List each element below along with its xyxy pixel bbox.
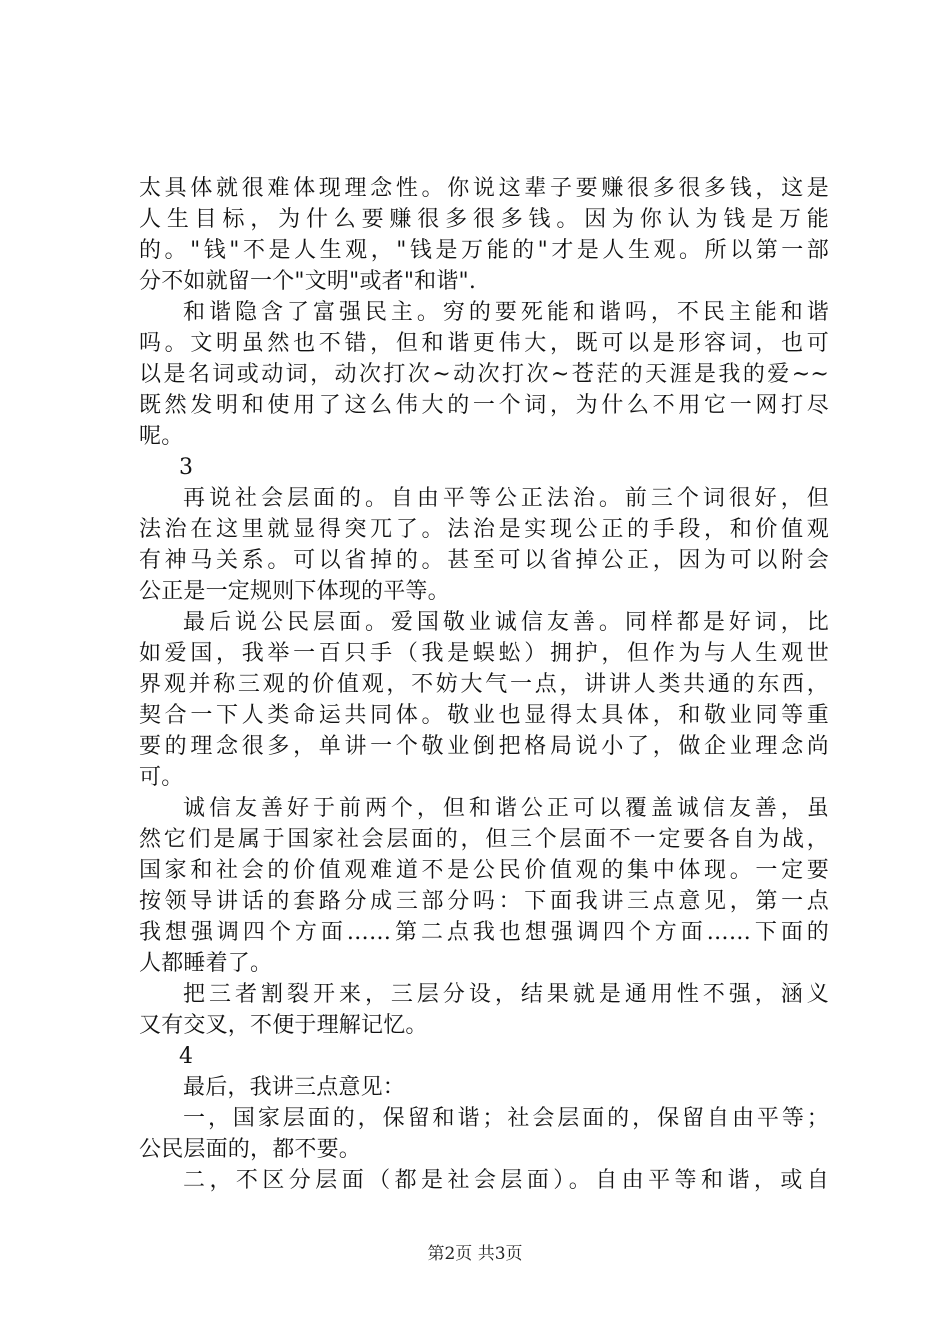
text-line: 如爱国，我举一百只手（我是蜈蚣）拥护，但作为与人生观世 <box>139 641 829 666</box>
text-line: 的。"钱"不是人生观，"钱是万能的"才是人生观。所以第一部 <box>139 238 829 263</box>
text-line: 公民层面的，都不要。 <box>139 1137 362 1162</box>
text-line: 吗。文明虽然也不错，但和谐更伟大，既可以是形容词，也可 <box>139 331 829 356</box>
page-footer: 第2页 共3页 <box>427 1244 523 1264</box>
text-line: 我想强调四个方面……第二点我也想强调四个方面……下面的 <box>139 920 829 945</box>
text-line: 人生目标，为什么要赚很多很多钱。因为你认为钱是万能 <box>139 207 829 232</box>
text-line: 既然发明和使用了这么伟大的一个词，为什么不用它一网打尽 <box>139 393 829 418</box>
section-number: 3 <box>179 455 194 480</box>
text-line: 人都睡着了。 <box>139 951 273 976</box>
text-line: 界观并称三观的价值观，不妨大气一点，讲讲人类共通的东西， <box>139 672 829 697</box>
text-line: 诚信友善好于前两个，但和谐公正可以覆盖诚信友善，虽 <box>183 796 829 821</box>
text-line: 太具体就很难体现理念性。你说这辈子要赚很多很多钱，这是 <box>139 176 829 201</box>
text-line: 一，国家层面的，保留和谐；社会层面的，保留自由平等； <box>183 1106 829 1131</box>
text-line: 要的理念很多，单讲一个敬业倒把格局说小了，做企业理念尚 <box>139 734 829 759</box>
text-line: 再说社会层面的。自由平等公正法治。前三个词很好，但 <box>183 486 829 511</box>
text-line: 以是名词或动词，动次打次~动次打次~苍茫的天涯是我的爱~~ <box>139 362 829 387</box>
text-line: 呢。 <box>139 424 184 449</box>
text-line: 有神马关系。可以省掉的。甚至可以省掉公正，因为可以附会 <box>139 548 829 573</box>
text-line: 按领导讲话的套路分成三部分吗：下面我讲三点意见，第一点 <box>139 889 829 914</box>
text-line: 分不如就留一个"文明"或者"和谐". <box>139 269 477 294</box>
text-line: 然它们是属于国家社会层面的，但三个层面不一定要各自为战， <box>139 827 829 852</box>
text-line: 最后说公民层面。爱国敬业诚信友善。同样都是好词，比 <box>183 610 829 635</box>
section-number: 4 <box>179 1044 194 1069</box>
text-line: 契合一下人类命运共同体。敬业也显得太具体，和敬业同等重 <box>139 703 829 728</box>
text-line: 可。 <box>139 765 184 790</box>
text-line: 又有交叉，不便于理解记忆。 <box>139 1013 428 1038</box>
text-line: 法治在这里就显得突兀了。法治是实现公正的手段，和价值观 <box>139 517 829 542</box>
text-line: 把三者割裂开来，三层分设，结果就是通用性不强，涵义 <box>183 982 829 1007</box>
text-line: 公正是一定规则下体现的平等。 <box>139 579 450 604</box>
text-line: 和谐隐含了富强民主。穷的要死能和谐吗，不民主能和谐 <box>183 300 829 325</box>
document-body <box>139 173 829 1196</box>
text-line: 最后，我讲三点意见： <box>183 1075 406 1100</box>
text-line: 二，不区分层面（都是社会层面）。自由平等和谐，或自 <box>183 1168 829 1193</box>
text-line: 国家和社会的价值观难道不是公民价值观的集中体现。一定要 <box>139 858 829 883</box>
